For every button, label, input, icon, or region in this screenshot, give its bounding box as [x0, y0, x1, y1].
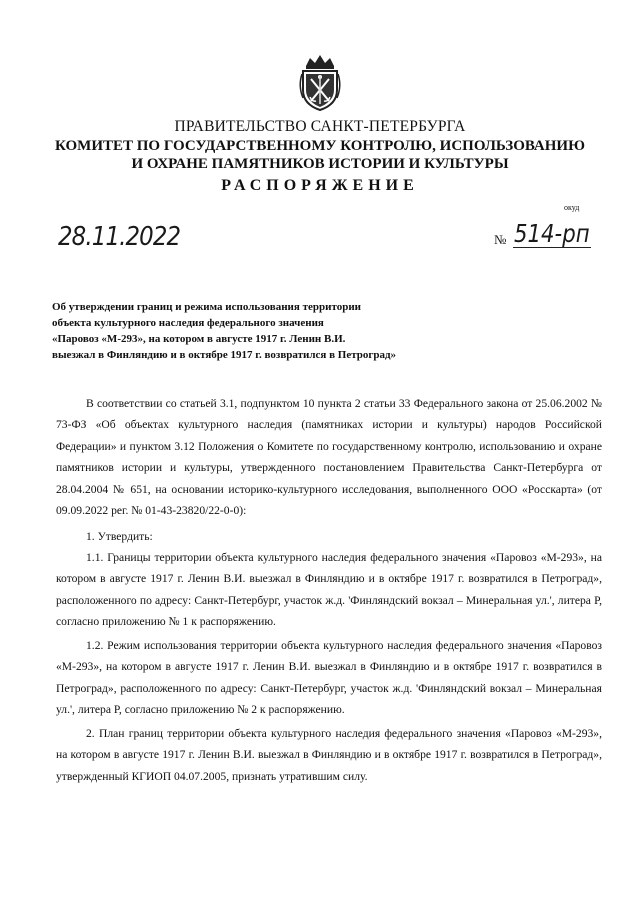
- item-1-paragraph: 1. Утвердить:: [86, 530, 153, 543]
- committee-title-line2: И ОХРАНЕ ПАМЯТНИКОВ ИСТОРИИ И КУЛЬТУРЫ: [131, 156, 509, 172]
- document-date: 28.11.2022: [58, 222, 181, 252]
- preamble-paragraph: В соответствии со статьей 3.1, подпунктом 10 пункта 2 статьи 33 Федерального закона от 25.06.2002 № 73-ФЗ «Об объектах культурного наследия (памятниках истории и культуры) народов Российской Федерации» и пунктом 3.12 Положения о Комитете по государственному контролю, использованию и охране памятников истории и культуры, утвержденного постановлением Правительства Санкт-Петербурга от 28.04.2004 № 651, на основании историко-культурного исследования, выполненного ООО «Росскарта» (от 09.09.2022 рег. № 01-43-23820/22-0-0):: [56, 397, 602, 518]
- item-2-paragraph: 2. План границ территории объекта культурного наследия федерального значения «Паровоз «М-293», на котором в августе 1917 г. Ленин В.И. выезжал в Финляндию и в октябре 1917 г. возвратился в Петроград», утвержденный КГИОП 04.07.2005, признать утратившим силу.: [56, 727, 602, 783]
- subject-line: «Паровоз «М-293», на котором в августе 1917 г. Ленин В.И.: [52, 333, 346, 345]
- okud-label: окуд: [564, 203, 580, 212]
- committee-title-line1: КОМИТЕТ ПО ГОСУДАРСТВЕННОМУ КОНТРОЛЮ, ИСПОЛЬЗОВАНИЮ: [55, 138, 585, 154]
- subject-line: Об утверждении границ и режима использования территории: [52, 301, 361, 313]
- document-number: 514-рп: [514, 219, 590, 248]
- document-number-label: №: [494, 232, 507, 247]
- number-underline: [513, 247, 591, 248]
- item-1-1-paragraph: 1.1. Границы территории объекта культурного наследия федерального значения «Паровоз «М-293», на котором в августе 1917 г. Ленин В.И. выезжал в Финляндию и в октябре 1917 г. возвратился в Петроград», расположенного по адресу: Санкт-Петербург, участок ж.д. 'Финляндский вокзал – Минеральная ул.', литера Р, согласно приложению № 1 к распоряжению.: [56, 551, 602, 629]
- item-1-2-paragraph: 1.2. Режим использования территории объекта культурного наследия федерального значения «Паровоз «М-293», на котором в августе 1917 г. Ленин В.И. выезжал в Финляндию и в октябре 1917 г. возвратился в Петроград», расположенного по адресу: Санкт-Петербург, участок ж.д. 'Финляндский вокзал – Минеральная ул.', литера Р, согласно приложению № 2 к распоряжению.: [56, 639, 602, 717]
- subject-line: выезжал в Финляндию и в октябре 1917 г. возвратился в Петроград»: [52, 349, 397, 361]
- document-type-title: РАСПОРЯЖЕНИЕ: [221, 177, 419, 194]
- government-title: ПРАВИТЕЛЬСТВО САНКТ-ПЕТЕРБУРГА: [174, 118, 466, 135]
- subject-line: объекта культурного наследия федерального значения: [52, 317, 324, 329]
- coat-of-arms-icon: [296, 52, 344, 112]
- document-subject: [52, 299, 522, 363]
